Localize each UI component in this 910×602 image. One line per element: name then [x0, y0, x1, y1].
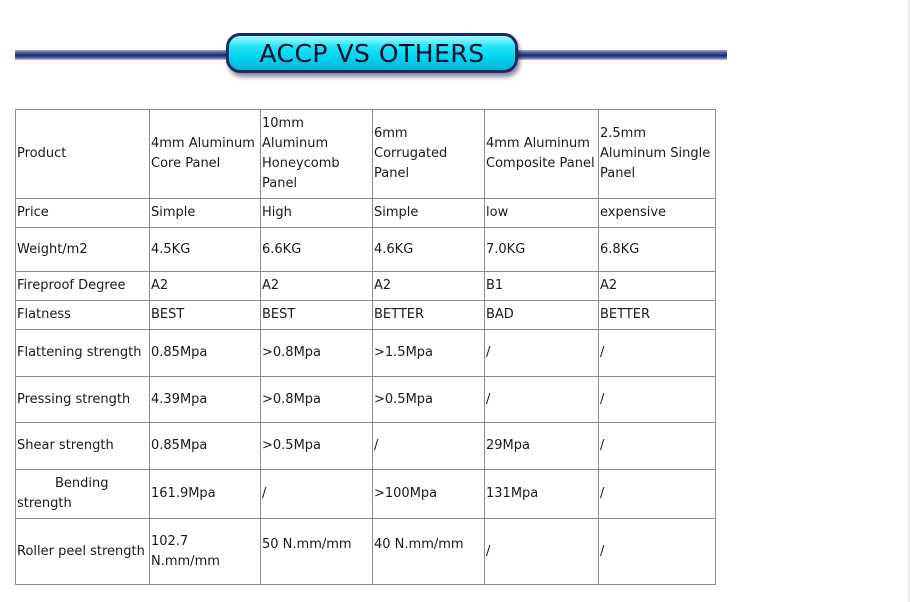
table-cell: 29Mpa — [485, 423, 599, 470]
table-cell: A2 — [150, 272, 261, 301]
table-cell: A2 — [373, 272, 485, 301]
table-cell: 4.6KG — [373, 228, 485, 272]
table-row — [16, 377, 716, 423]
table-cell: / — [599, 519, 716, 585]
table-cell: BETTER — [373, 301, 485, 330]
table-header-cell: Product — [16, 110, 150, 199]
row-label: Roller peel strength — [16, 519, 150, 585]
table-cell: BETTER — [599, 301, 716, 330]
table-cell: 131Mpa — [485, 470, 599, 519]
row-label: Shear strength — [16, 423, 150, 470]
table-cell: / — [485, 519, 599, 585]
table-header-cell: 4mm Aluminum Core Panel — [150, 110, 261, 199]
table-cell: 7.0KG — [485, 228, 599, 272]
row-label — [16, 470, 150, 519]
table-row — [16, 228, 716, 272]
table-cell: BEST — [150, 301, 261, 330]
table-cell: 6.6KG — [261, 228, 373, 272]
table-cell: 6.8KG — [599, 228, 716, 272]
table-cell: 4.39Mpa — [150, 377, 261, 423]
row-label-line: Bending — [55, 476, 109, 491]
table-cell: / — [599, 423, 716, 470]
table-header-cell: 10mm Aluminum Honeycomb Panel — [261, 110, 373, 199]
table-cell: / — [485, 377, 599, 423]
table-row — [16, 301, 716, 330]
row-label: Flatness — [16, 301, 150, 330]
table-cell: 161.9Mpa — [150, 470, 261, 519]
table-cell: / — [599, 377, 716, 423]
table-cell: 0.85Mpa — [150, 330, 261, 377]
banner-pill — [226, 33, 518, 73]
table-cell: BAD — [485, 301, 599, 330]
table-cell: / — [373, 423, 485, 470]
row-label: Flattening strength — [16, 330, 150, 377]
table-cell: / — [485, 330, 599, 377]
table-cell: / — [261, 470, 373, 519]
table-cell: >0.8Mpa — [261, 377, 373, 423]
banner-title: ACCP VS OTHERS — [259, 38, 485, 68]
table-cell: low — [485, 199, 599, 228]
table-cell: BEST — [261, 301, 373, 330]
row-label-line: strength — [17, 496, 72, 511]
title-banner — [15, 30, 727, 82]
row-label: Fireproof Degree — [16, 272, 150, 301]
comparison-table — [15, 109, 716, 585]
table-cell: 50 N.mm/mm — [261, 519, 373, 585]
table-cell: High — [261, 199, 373, 228]
table-cell: Simple — [373, 199, 485, 228]
table-cell: 40 N.mm/mm — [373, 519, 485, 585]
table-cell: >0.5Mpa — [373, 377, 485, 423]
table-cell: >100Mpa — [373, 470, 485, 519]
table-cell: / — [599, 330, 716, 377]
table-cell: B1 — [485, 272, 599, 301]
table-cell: >0.5Mpa — [261, 423, 373, 470]
table-cell: A2 — [599, 272, 716, 301]
table-cell: Simple — [150, 199, 261, 228]
table-header-cell: 2.5mm Aluminum Single Panel — [599, 110, 716, 199]
table-cell: >0.8Mpa — [261, 330, 373, 377]
row-label: Pressing strength — [16, 377, 150, 423]
table-row — [16, 423, 716, 470]
table-row — [16, 330, 716, 377]
table-cell: / — [599, 470, 716, 519]
table-cell: 102.7 N.mm/mm — [150, 519, 261, 585]
page-edge-shadow — [906, 0, 910, 602]
table-cell: A2 — [261, 272, 373, 301]
table-cell: 0.85Mpa — [150, 423, 261, 470]
table-cell: >1.5Mpa — [373, 330, 485, 377]
table-row — [16, 199, 716, 228]
table-header-cell: 6mm Corrugated Panel — [373, 110, 485, 199]
table-row — [16, 272, 716, 301]
row-label: Weight/m2 — [16, 228, 150, 272]
table-row — [16, 519, 716, 585]
row-label: Price — [16, 199, 150, 228]
table-cell: 4.5KG — [150, 228, 261, 272]
table-header-row — [16, 110, 716, 199]
table-row — [16, 470, 716, 519]
table-header-cell: 4mm Aluminum Composite Panel — [485, 110, 599, 199]
table-cell: expensive — [599, 199, 716, 228]
